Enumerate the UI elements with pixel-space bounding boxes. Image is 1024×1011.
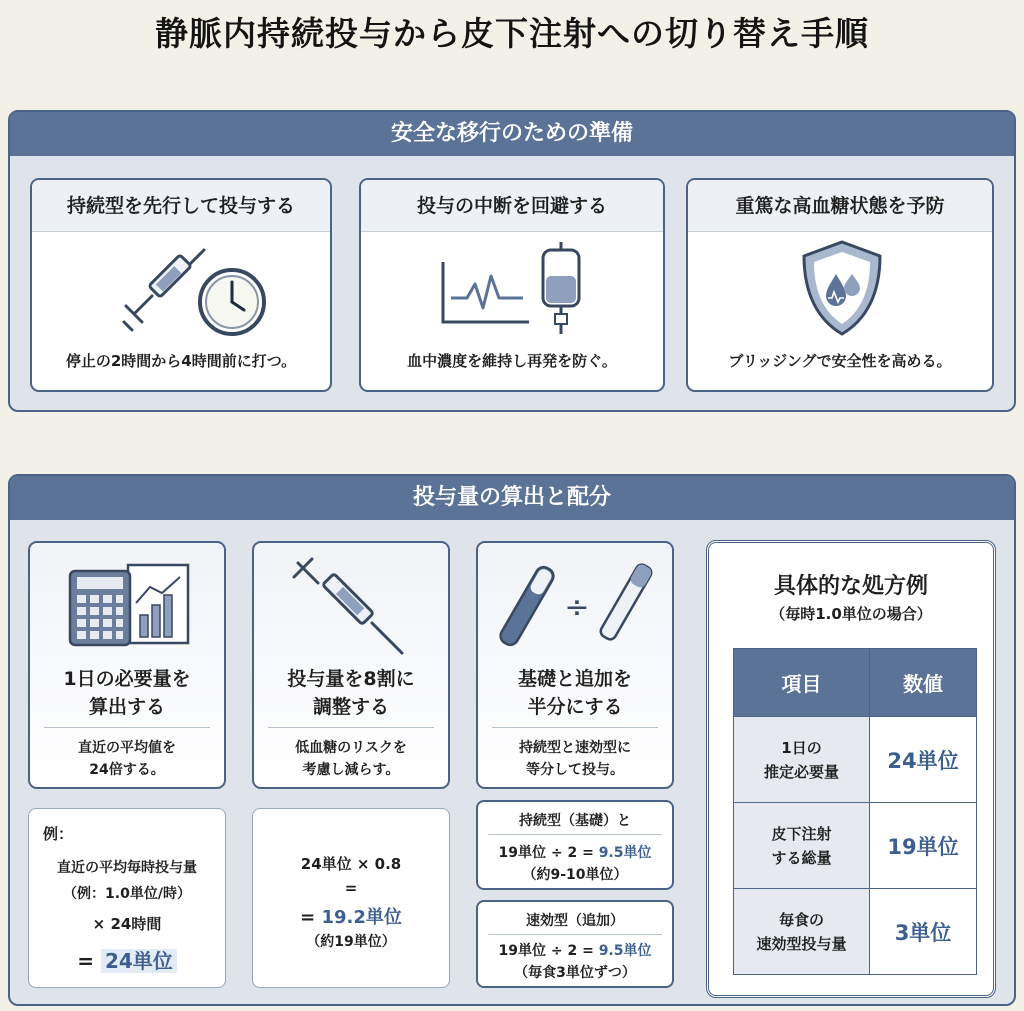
table-row xyxy=(734,889,977,975)
table-row xyxy=(734,717,977,803)
divider xyxy=(44,727,210,728)
step-desc-line1: 直近の平均値を xyxy=(78,740,176,756)
basal-calc xyxy=(478,842,672,862)
syringe-icon xyxy=(292,557,412,657)
adjust-result: 19.2単位 xyxy=(321,907,402,928)
basal-title-rule xyxy=(488,834,662,835)
row-value: 24単位 xyxy=(870,717,977,803)
step-card-split-half xyxy=(476,541,674,789)
step-desc-line1: 低血糖のリスクを xyxy=(295,740,407,756)
adjust-result-row xyxy=(253,903,449,929)
step-title-line2: 算出する xyxy=(88,696,165,718)
step-title-line1: 1日の必要量を xyxy=(63,668,191,690)
row-value: 19単位 xyxy=(870,803,977,889)
example-line2: （例：1.0単位/時） xyxy=(63,886,191,902)
basal-split-box xyxy=(476,800,674,890)
row-item-line2: 推定必要量 xyxy=(763,762,839,781)
equals-sign: = xyxy=(300,907,316,928)
step-desc-line2: 考慮し減らす。 xyxy=(302,762,400,778)
row-item-line1: 皮下注射 xyxy=(771,824,832,843)
example-adjust-calc xyxy=(252,808,450,988)
table-header-row xyxy=(734,649,977,717)
syringe-clock-icon xyxy=(120,244,270,344)
step-title-line1: 投与量を8割に xyxy=(287,668,415,690)
prescription-subtitle: （毎時1.0単位の場合） xyxy=(770,605,932,623)
bolus-title: 速効型（追加） xyxy=(526,913,624,929)
step-title-line1: 基礎と追加を xyxy=(517,668,632,690)
divider xyxy=(268,727,434,728)
row-item-line1: 毎食の xyxy=(778,910,824,929)
step-desc-line2: 等分して投与。 xyxy=(526,762,624,778)
example-line1: 直近の平均毎時投与量 xyxy=(57,860,197,876)
card-title: 重篤な高血糖状態を予防 xyxy=(688,180,992,232)
example-label: 例： xyxy=(43,825,74,843)
card-desc: 停止の2時間から4時間前に打つ。 xyxy=(65,352,297,370)
basal-calc-result: 9.5単位 xyxy=(598,845,652,861)
row-item xyxy=(734,803,870,889)
example-result-row xyxy=(29,945,225,974)
bolus-title-rule xyxy=(488,934,662,935)
equals-sign: = xyxy=(77,949,94,973)
column-header-item: 項目 xyxy=(734,649,870,717)
bolus-calc-prefix: 19単位 ÷ 2 = xyxy=(498,943,594,959)
bolus-calc xyxy=(478,940,672,960)
basal-calc-prefix: 19単位 ÷ 2 = xyxy=(498,845,594,861)
row-value: 3単位 xyxy=(870,889,977,975)
prescription-example xyxy=(706,540,996,998)
bolus-calc-result: 9.5単位 xyxy=(598,943,652,959)
preparation-header: 安全な移行のための準備 xyxy=(10,112,1014,156)
iv-drip-monitor-icon xyxy=(439,238,589,344)
svg-text:÷: ÷ xyxy=(564,590,590,625)
row-item-line2: 速効型投与量 xyxy=(756,934,847,953)
step-title-line2: 半分にする xyxy=(527,696,623,718)
adjust-line2: = xyxy=(344,879,358,897)
step-card-adjust-80 xyxy=(252,541,450,789)
bolus-note: （毎食3単位ずつ） xyxy=(514,965,636,981)
basal-title: 持続型（基礎）と xyxy=(519,813,631,829)
card-pre-dose-basal xyxy=(30,178,332,392)
prescription-table xyxy=(733,648,977,975)
card-desc: ブリッジングで安全性を高める。 xyxy=(728,352,952,370)
card-avoid-interruption xyxy=(359,178,665,392)
example-result: 24単位 xyxy=(101,949,177,973)
prescription-title: 具体的な処方例 xyxy=(773,574,928,599)
example-daily-calc xyxy=(28,808,226,988)
row-item-line2: する総量 xyxy=(771,848,832,867)
step-card-daily-requirement xyxy=(28,541,226,789)
card-title: 持続型を先行して投与する xyxy=(32,180,330,232)
calculator-chart-icon xyxy=(66,559,194,649)
page-title: 静脈内持続投与から皮下注射への切り替え手順 xyxy=(155,14,869,53)
column-header-value: 数値 xyxy=(870,649,977,717)
card-title: 投与の中断を回避する xyxy=(361,180,663,232)
bolus-split-box xyxy=(476,900,674,988)
step-desc-line1: 持続型と速効型に xyxy=(519,740,631,756)
adjust-line1: 24単位 × 0.8 xyxy=(300,855,402,873)
insulin-pens-divide-icon xyxy=(498,557,656,657)
card-desc: 血中濃度を維持し再発を防ぐ。 xyxy=(407,352,617,370)
shield-drop-icon xyxy=(798,238,886,338)
card-prevent-hyperglycemia xyxy=(686,178,994,392)
dosage-header: 投与量の算出と配分 xyxy=(10,476,1014,520)
row-item xyxy=(734,717,870,803)
table-row xyxy=(734,803,977,889)
preparation-panel xyxy=(8,110,1016,412)
row-item xyxy=(734,889,870,975)
adjust-note: （約19単位） xyxy=(306,934,396,950)
divider xyxy=(492,727,658,728)
step-title-line2: 調整する xyxy=(312,696,389,718)
step-desc-line2: 24倍する。 xyxy=(89,762,165,778)
row-item-line1: 1日の xyxy=(781,738,822,757)
example-line3: × 24時間 xyxy=(92,915,162,933)
basal-note: （約9-10単位） xyxy=(522,867,628,883)
